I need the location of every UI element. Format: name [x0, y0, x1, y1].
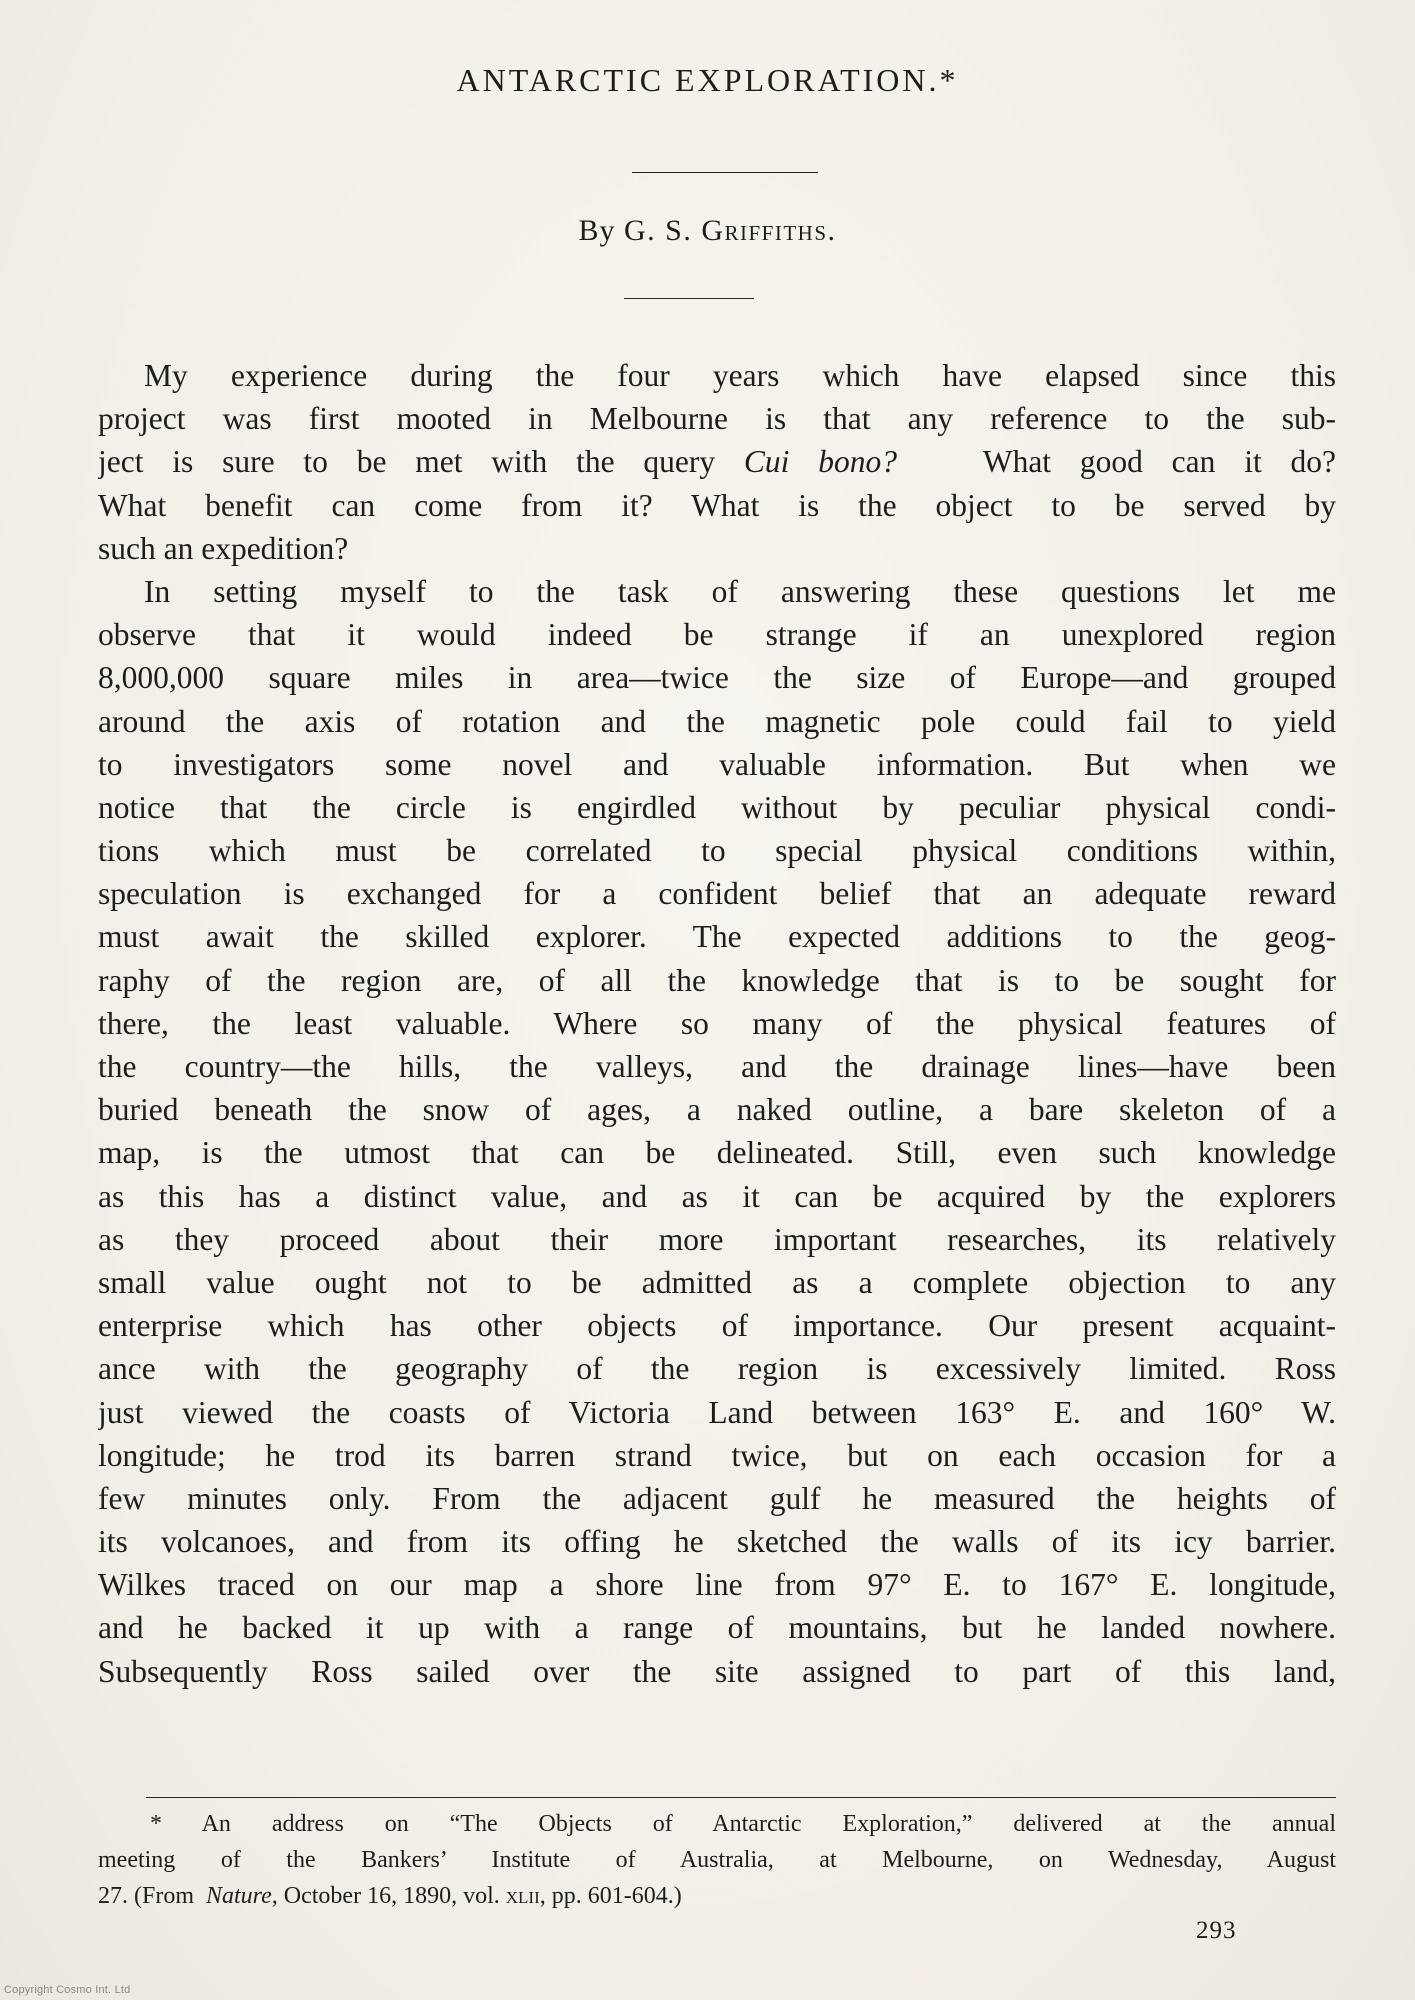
article-body [98, 354, 1336, 1693]
text-line: Wilkes traced on our map a shore line from 97° E. to 167° E. longitude, [98, 1567, 1336, 1603]
text-line: its volcanoes, and from its offing he sketched the walls of its icy barrier. [98, 1524, 1336, 1560]
text-line: In setting myself to the task of answering these questions let me [144, 573, 1336, 609]
footnote-line: 27. (From Nature, October 16, 1890, vol. xlii, pp. 601-604.) [98, 1883, 682, 1909]
journal-name: Nature, [206, 1883, 278, 1909]
text-line: and he backed it up with a range of mountains, but he landed nowhere. [98, 1610, 1336, 1646]
text-line: must await the skilled explorer. The expected additions to the geog- [98, 919, 1336, 955]
volume-number: xlii, [505, 1883, 546, 1909]
article-title: ANTARCTIC EXPLORATION.* [456, 62, 959, 98]
text-line: there, the least valuable. Where so many of the physical features of [98, 1005, 1336, 1041]
text-line: small value ought not to be admitted as a complete objection to any [98, 1264, 1336, 1300]
text-line: 8,000,000 square miles in area—twice the size of Europe—and grouped [98, 660, 1336, 696]
footnote-line: * An address on “The Objects of Antarctic Exploration,” delivered at the annual [150, 1811, 1336, 1837]
text-line: just viewed the coasts of Victoria Land between 163° E. and 160° W. [98, 1394, 1336, 1430]
text-line: Subsequently Ross sailed over the site assigned to part of this land, [98, 1653, 1336, 1689]
copyright-watermark: Copyright Cosmo Int. Ltd [4, 1984, 131, 1996]
footnote-divider [146, 1797, 1336, 1798]
text-line: speculation is exchanged for a confident belief that an adequate reward [98, 876, 1336, 912]
text-line: What benefit can come from it? What is the object to be served by [98, 487, 1336, 523]
text-line: My experience during the four years which have elapsed since this [144, 358, 1336, 393]
text-line: as this has a distinct value, and as it can be acquired by the explorers [98, 1178, 1336, 1214]
byline-author: G. S. Griffiths. [623, 214, 837, 247]
text-line: enterprise which has other objects of importance. Our present acquaint- [98, 1308, 1336, 1344]
text-line: map, is the utmost that can be delineated. Still, even such knowledge [98, 1135, 1336, 1171]
footnote [98, 1806, 1336, 1914]
text-line: ance with the geography of the region is excessively limited. Ross [98, 1351, 1336, 1387]
text-line: tions which must be correlated to special physical conditions within, [98, 833, 1336, 869]
byline-prefix: By [578, 214, 616, 247]
text-line: ject is sure to be met with the query Cui bono? What good can it do? [98, 444, 1336, 480]
title-divider [632, 172, 818, 173]
byline [0, 214, 1415, 248]
footnote-line: meeting of the Bankers’ Institute of Australia, at Melbourne, on Wednesday, August [98, 1847, 1336, 1873]
latin-phrase: Cui bono? [743, 444, 897, 480]
text-line: few minutes only. From the adjacent gulf he measured the heights of [98, 1480, 1336, 1516]
byline-divider [624, 298, 754, 299]
text-line: longitude; he trod its barren strand twice, but on each occasion for a [98, 1437, 1336, 1473]
text-line: buried beneath the snow of ages, a naked outline, a bare skeleton of a [98, 1092, 1336, 1128]
text-line: notice that the circle is engirdled without by peculiar physical condi- [98, 789, 1336, 825]
text-line: as they proceed about their more important researches, its relatively [98, 1221, 1336, 1257]
text-line: to investigators some novel and valuable information. But when we [98, 746, 1336, 782]
text-line: project was first mooted in Melbourne is that any reference to the sub- [98, 401, 1336, 437]
text-line: raphy of the region are, of all the knowledge that is to be sought for [98, 962, 1336, 998]
text-line: around the axis of rotation and the magnetic pole could fail to yield [98, 703, 1336, 739]
text-line: observe that it would indeed be strange if an unexplored region [98, 617, 1336, 653]
page-number: 293 [1196, 1917, 1237, 1944]
text-line: the country—the hills, the valleys, and the drainage lines—have been [98, 1049, 1336, 1084]
text-line: such an expedition? [98, 530, 349, 566]
